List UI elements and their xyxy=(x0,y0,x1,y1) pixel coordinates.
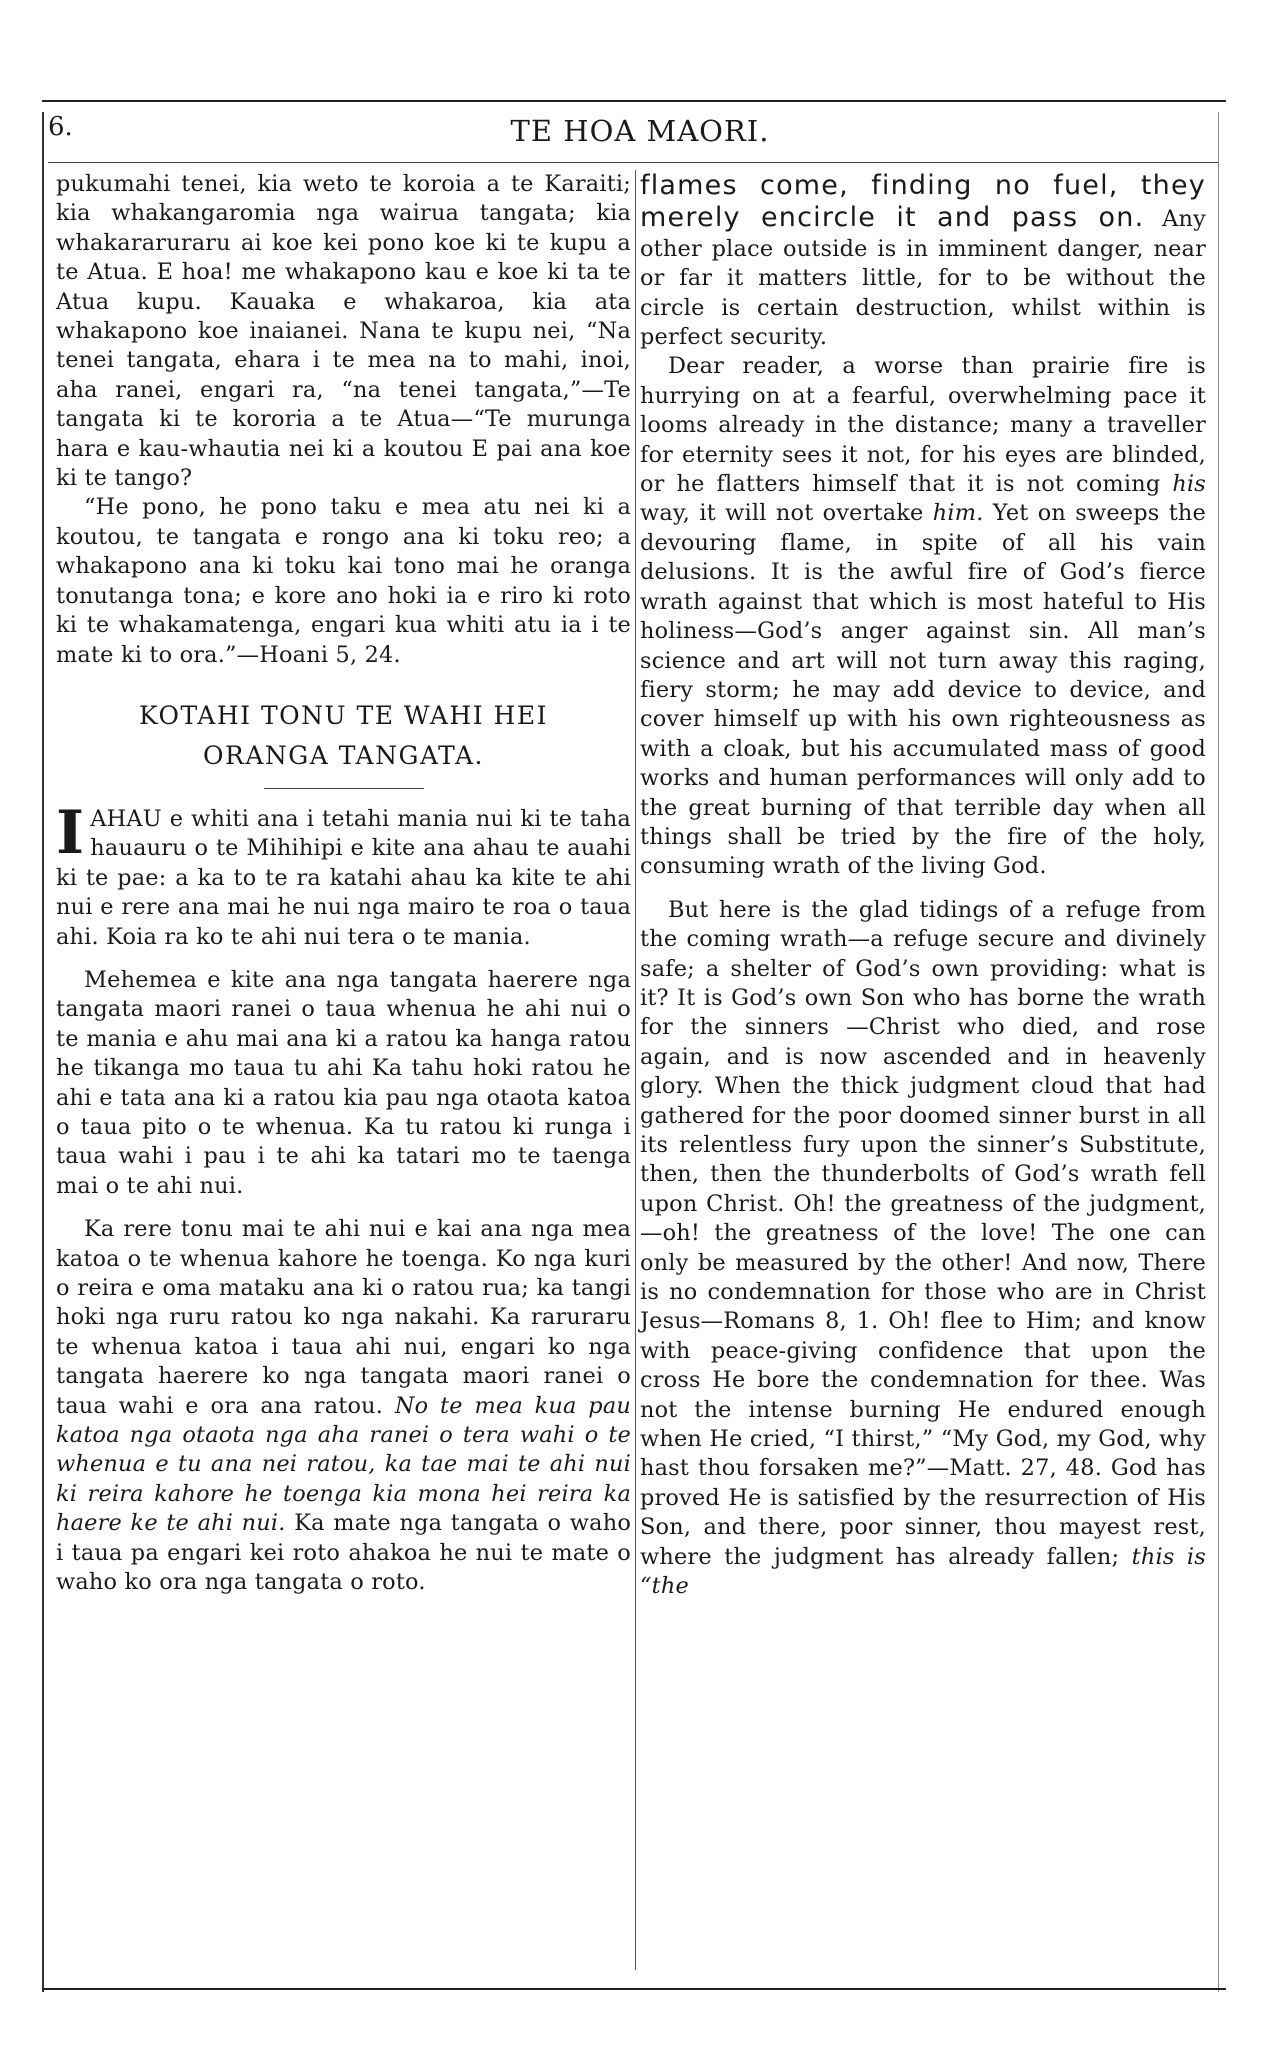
left-para-5 xyxy=(56,1215,631,1597)
right-sans-lead: flames come, finding no fuel, they merely encircle it and pass on. xyxy=(640,170,1206,234)
left-para-5-italic: No te mea kua pau katoa nga otaota nga aha ranei o tera wahi o te whenua e tu ana nei ratou, ka tae mai te ahi nui ki reira kahore he toenga kia mona hei reira ka haere ke te ahi nui. xyxy=(56,1392,631,1537)
left-para-5-text-b: Ka mate nga tangata o waho i taua pa engari kei roto ahakoa he nui te mate o waho ko ora nga tangata o roto. xyxy=(56,1510,631,1596)
article-heading xyxy=(56,696,631,776)
left-para-5-text-a: Ka rere tonu mai te ahi nui e kai ana nga mea katoa o te whenua kahore he toenga. Ko nga kuri o reira e oma mataku ana ki o ratou rua; ka tangi hoki nga ruru ratou ko nga nakahi. Ka raruraru te whenua katoa i taua ahi nui, engari ko nga tangata haerere ko nga tangata maori ranei o taua wahi e ora ana ratou. xyxy=(56,1216,631,1419)
column-divider xyxy=(635,170,636,1970)
right-column xyxy=(640,170,1206,1602)
right-para-1 xyxy=(640,170,1206,352)
left-para-2: “He pono, he pono taku e mea atu nei ki a koutou, te tangata e rongo ana ki toku reo; a whakapono ana ki toku kai tono mai he oranga tonutanga tona; e kore ano hoki ia e riro ki roto ki te whakamatenga, engari kua whiti atu ia i te mate ki to ora.”—Hoani 5, 24. xyxy=(56,494,631,668)
right-para-3-italic: this is “the xyxy=(640,1543,1206,1600)
bottom-rule xyxy=(42,1988,1226,1990)
right-para-2-him: him. xyxy=(932,500,984,527)
running-title: TE HOA MAORI. xyxy=(510,114,770,148)
article-heading-line-1: KOTAHI TONU TE WAHI HEI xyxy=(139,700,548,730)
left-para-4: Mehemea e kite ana nga tangata haerere nga tangata maori ranei o taua whenua he ahi nui o te mania e ahu mai ana ki a ratou ka hanga ratou he tikanga mo taua tu ahi Ka tahu hoki ratou he ahi e tata ana ki a ratou kia pau nga otaota katoa o taua pito o te whenua. Ka tu ratou ki runga i taua wahi i pau i te ahi ka tatari mo te taenga mai o te ahi nui. xyxy=(56,966,631,1199)
right-para-2-b: way, it will not overtake xyxy=(640,500,924,527)
heading-rule xyxy=(264,788,424,789)
left-para-3-text: AHAU e whiti ana i tetahi mania nui ki te taha hauauru o te Mihihipi e kite ana ahau te auahi ki te pae: a ka to te ra katahi ahau ka kite te ahi nui e rere ana mai he nui nga mairo te roa o taua ahi. Koia ra ko te ahi nui tera o te mania. xyxy=(56,805,631,950)
right-border xyxy=(1218,112,1219,1992)
left-para-3 xyxy=(56,797,631,952)
right-para-2-his: his xyxy=(1172,471,1206,498)
drop-cap: I xyxy=(56,797,85,868)
left-column xyxy=(56,170,631,1597)
page-number: 6. xyxy=(48,112,73,142)
right-para-2-a: Dear reader, a worse than prairie fire is hurrying on at a fearful, overwhelming pace it looms already in the distance; many a traveller for eternity sees it not, for his eyes are blinded, or he flatters himself that it is not coming xyxy=(640,353,1206,498)
left-para-1: pukumahi tenei, kia weto te koroia a te Karaiti; kia whakangaromia nga wairua tangata; kia whakararuraru ai koe kei pono koe ki te kupu a te Atua. E hoa! me whakapono kau e koe ki ta te Atua kupu. Kauaka e whakaroa, kia ata whakapono koe inaianei. Nana te kupu nei, “Na tenei tangata, ehara i te mea na to mahi, inoi, aha ranei, engari ra, “na tenei tangata,”—Te tangata ki te kororia a te Atua—“Te murunga hara e kau-whautia nei ki a koutou E pai ana koe ki te tango? xyxy=(56,171,631,492)
header-rule xyxy=(48,162,1218,163)
top-rule xyxy=(42,100,1226,102)
right-para-3-text: But here is the glad tidings of a refuge from the coming wrath—a refuge secure and divinely safe; a shelter of God’s own providing: what is it? It is God’s own Son who has borne the wrath for the sinners —Christ who died, and rose again, and is now ascended and in heavenly glory. When the thick judgment cloud that had gathered for the poor doomed sinner burst in all its relentless fury upon the sinner’s Substitute, then, then the thunderbolts of God’s wrath fell upon Christ. Oh! the greatness of the judgment,—oh! the greatness of the love! The one can only be measured by the other! And now, There is no condemnation for those who are in Christ Jesus—Romans 8, 1. Oh! flee to Him; and know with peace-giving confidence that upon the cross He bore the condemnation for thee. Was not the intense burning He endured enough when He cried, “I thirst,” “My God, my God, why hast thou forsaken me?”—Matt. 27, 48. God has proved He is satisfied by the resurrection of His Son, and there, poor sinner, thou mayest rest, where the judgment has already fallen; xyxy=(640,896,1206,1570)
right-para-2-c: Yet on sweeps the devouring flame, in spite of all his vain delusions. It is the awful fire of God’s fierce wrath against that which is most hateful to His holiness—God’s anger against sin. All man’s science and art will not turn away this raging, fiery storm; he may add device to device, and cover himself up with his own righteousness as with a cloak, but his accumulated mass of good works and human performances will only add to the great burning of that terrible day when all things shall be tried by the fire of the holy, consuming wrath of the living God. xyxy=(640,500,1206,880)
right-para-1-rest: Any other place outside is in imminent danger, near or far it matters little, for to be without the circle is certain destruction, whilst within is perfect security. xyxy=(640,206,1206,351)
right-para-2 xyxy=(640,352,1206,881)
article-heading-line-2: ORANGA TANGATA. xyxy=(203,740,484,770)
left-border xyxy=(42,112,44,1992)
right-para-3 xyxy=(640,896,1206,1602)
